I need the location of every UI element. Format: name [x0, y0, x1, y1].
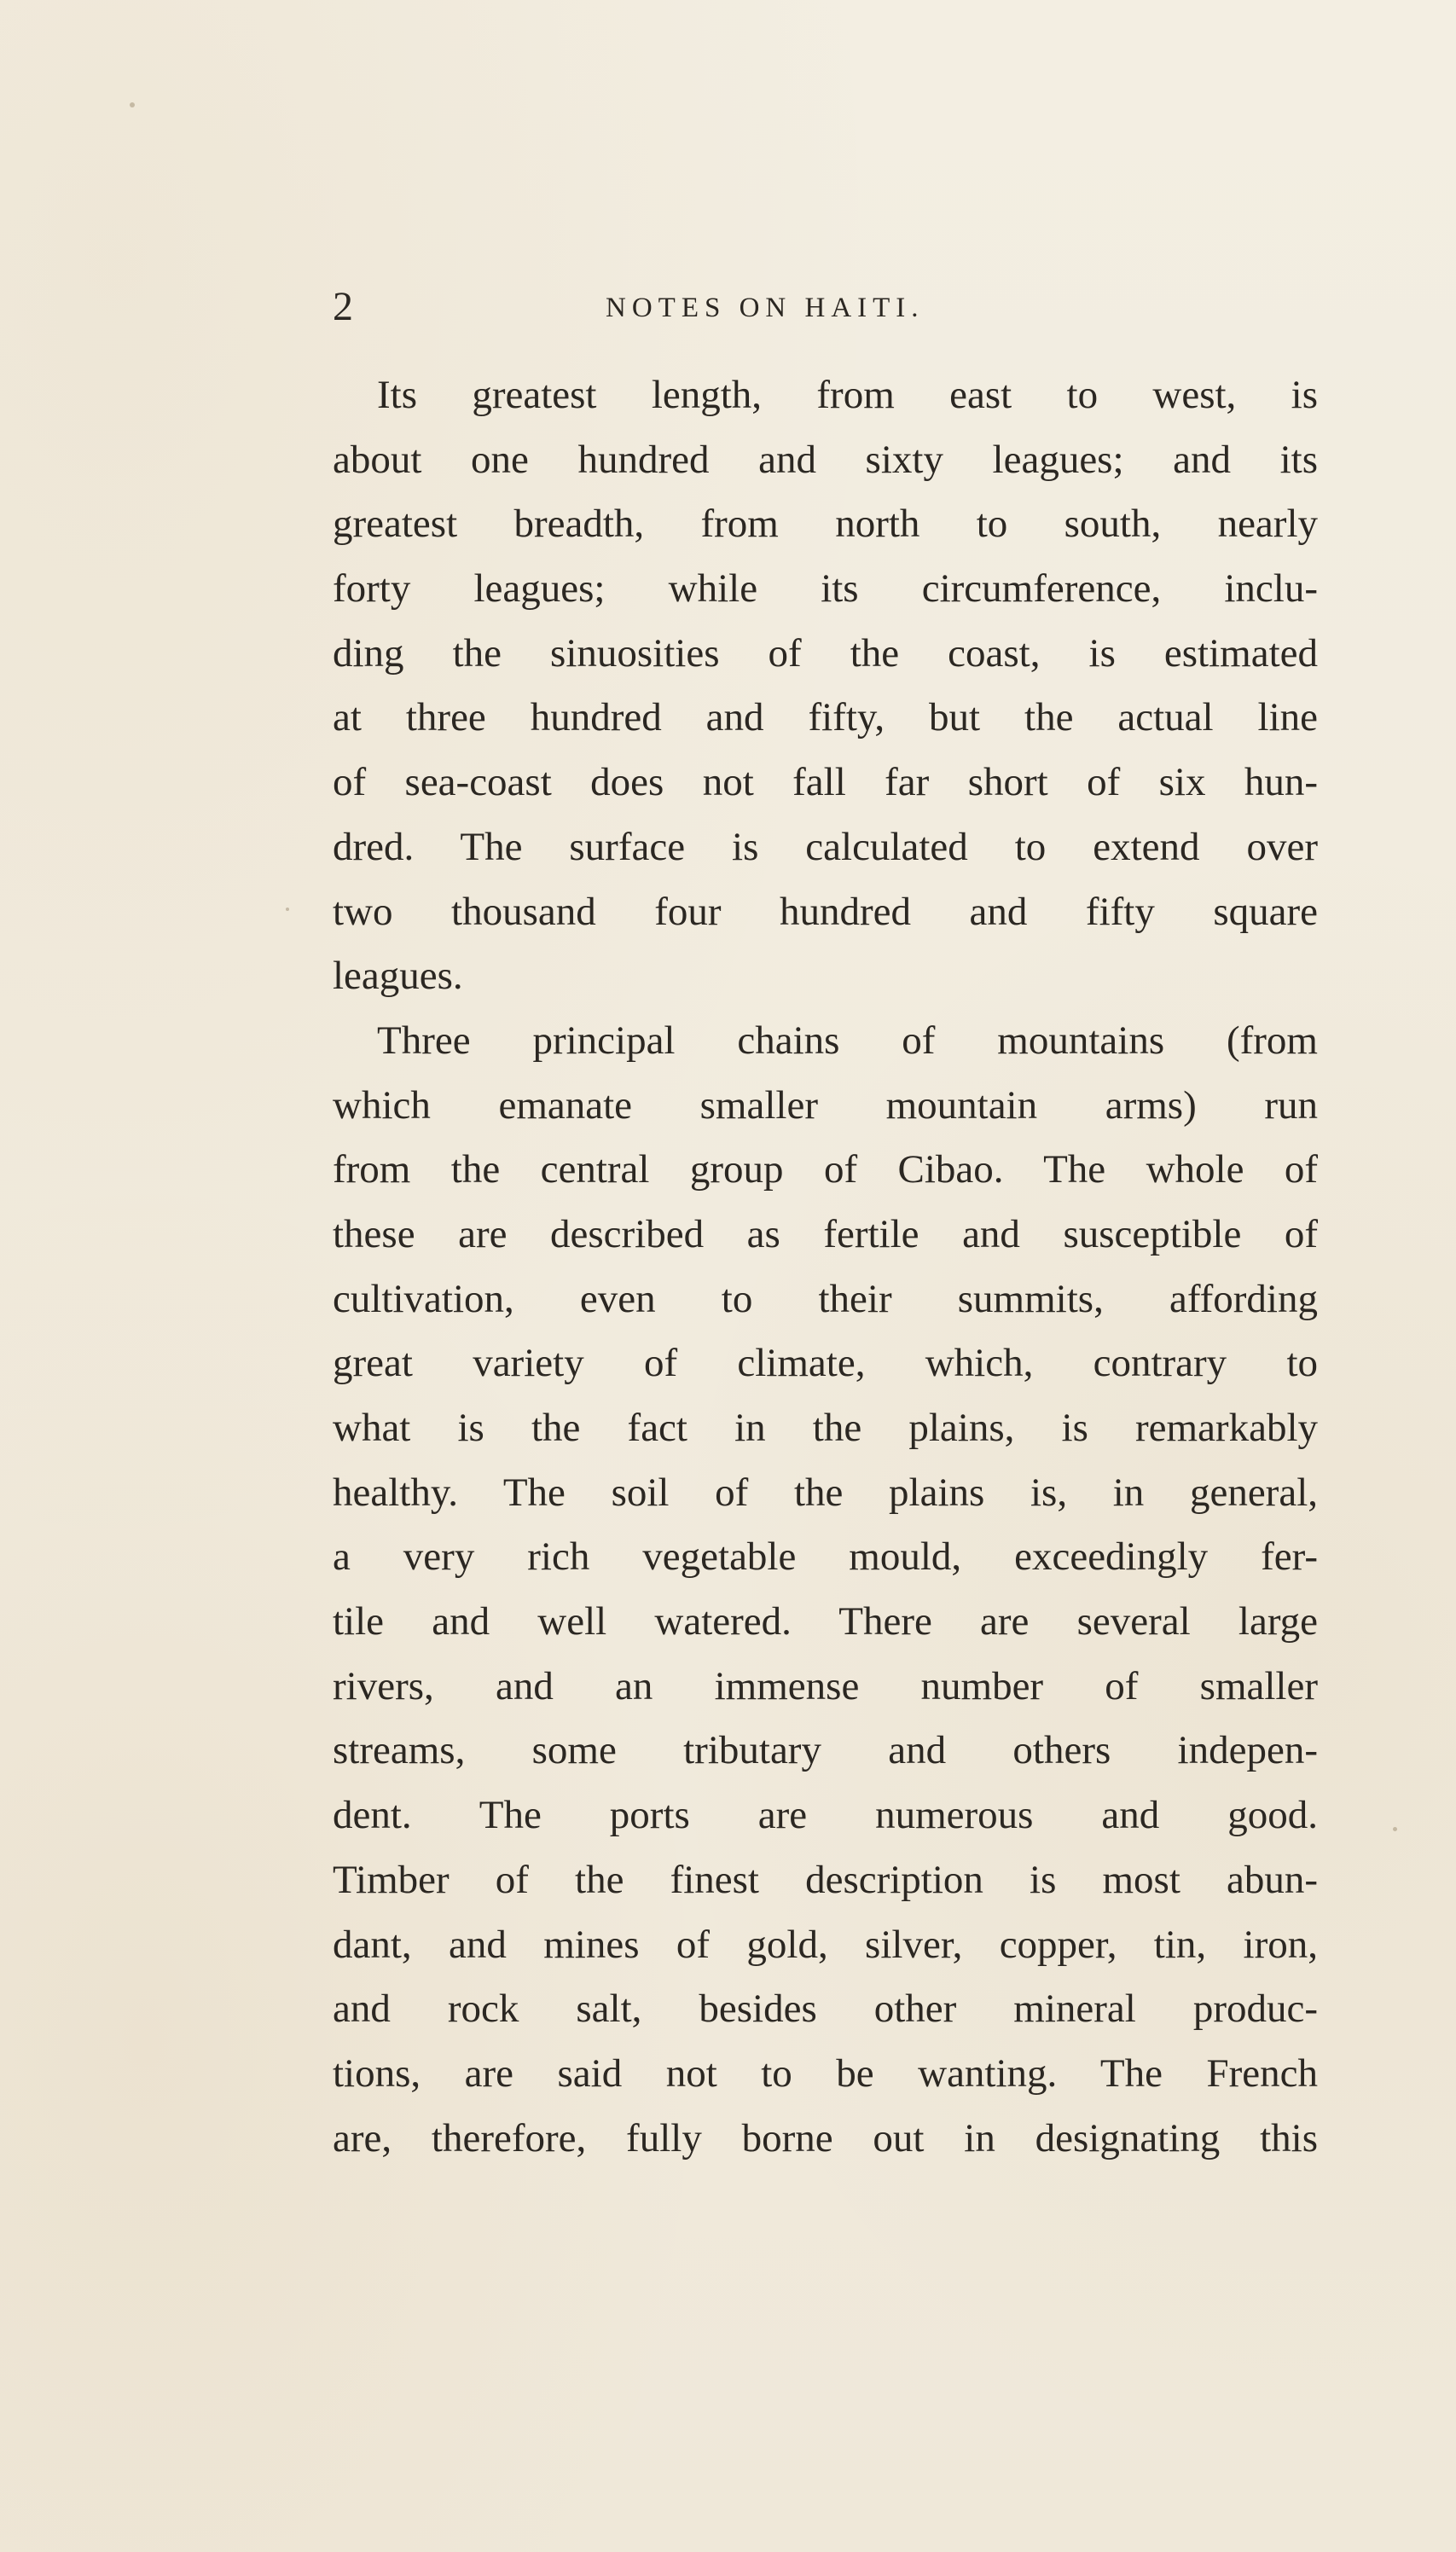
text-line: Its greatest length, from east to west, is: [377, 373, 1318, 417]
text-line: Three principal chains of mountains (from: [377, 1018, 1318, 1063]
paragraph: [333, 363, 1318, 1009]
text-line: forty leagues; while its circumference, inclu-: [333, 566, 1318, 612]
body-text: [333, 363, 1318, 2171]
text-line: dred. The surface is calculated to extend over: [333, 824, 1318, 869]
text-line: dent. The ports are numerous and good.: [333, 1793, 1318, 1838]
text-line: Timber of the finest description is most abun-: [333, 1857, 1318, 1902]
page-header: [333, 281, 1318, 333]
text-line: healthy. The soil of the plains is, in general,: [333, 1470, 1318, 1515]
text-line: from the central group of Cibao. The whole of: [333, 1147, 1318, 1192]
running-head: NOTES ON HAITI.: [606, 293, 925, 323]
text-line: ding the sinuosities of the coast, is estimated: [333, 630, 1318, 676]
text-line: and rock salt, besides other mineral produc-: [333, 1986, 1318, 2032]
page-number: 2: [333, 284, 353, 329]
paper-speck: [130, 102, 135, 107]
text-line: a very rich vegetable mould, exceedingly fer-: [333, 1534, 1318, 1580]
text-line: streams, some tributary and others indepen-: [333, 1728, 1318, 1773]
text-line: at three hundred and fifty, but the actual line: [333, 695, 1318, 740]
text-line: tions, are said not to be wanting. The French: [333, 2050, 1318, 2096]
text-line: two thousand four hundred and fifty square: [333, 889, 1318, 934]
text-line: great variety of climate, which, contrary to: [333, 1341, 1318, 1386]
text-line: what is the fact in the plains, is remarkably: [333, 1406, 1318, 1450]
text-line: tile and well watered. There are several large: [333, 1599, 1318, 1644]
paper-speck: [286, 908, 289, 911]
paragraph: [333, 1009, 1318, 2171]
text-line: which emanate smaller mountain arms) run: [333, 1082, 1318, 1128]
text-line: cultivation, even to their summits, affording: [333, 1276, 1318, 1321]
text-line: dant, and mines of gold, silver, copper, tin, iron,: [333, 1922, 1318, 1967]
text-line: rivers, and an immense number of smaller: [333, 1663, 1318, 1708]
text-line: greatest breadth, from north to south, nearly: [333, 502, 1318, 547]
text-line: about one hundred and sixty leagues; and its: [333, 437, 1318, 482]
text-line: leagues.: [333, 954, 463, 999]
text-line: of sea-coast does not fall far short of six hun-: [333, 760, 1318, 805]
text-line: these are described as fertile and susceptible of: [333, 1211, 1318, 1256]
text-line: are, therefore, fully borne out in designating this: [333, 2115, 1318, 2160]
paper-speck: [1393, 1827, 1397, 1831]
